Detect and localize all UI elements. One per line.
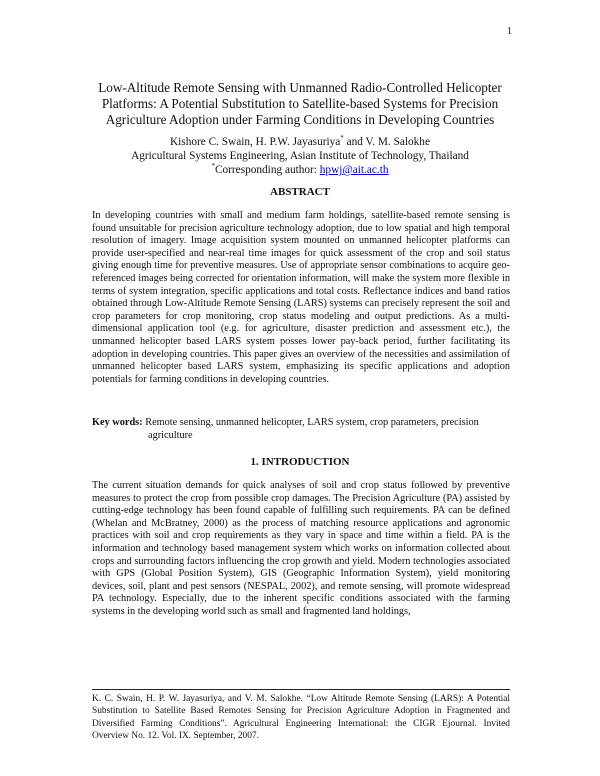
introduction-heading: 1. INTRODUCTION: [250, 456, 350, 468]
email-link[interactable]: hpwj@ait.ac.th: [319, 164, 389, 176]
citation-footnote: K. C. Swain, H. P. W. Jayasuriya, and V. M. Salokhe. “Low Altitude Remote Sensing (LARS): A Potential Substitution to Satellite Based Remotes Sensing for Precision Agriculture Adoption in Fragmented and Diversified Farming Conditions”. Agricultural Engineering International: the CIGR Ejournal. Invited Overview No. 12. Vol. IX. September, 2007.: [92, 694, 510, 741]
corresponding-marker: *: [340, 134, 344, 143]
keywords-line: [92, 417, 510, 430]
abstract-heading: ABSTRACT: [270, 186, 330, 198]
corresponding-label: Corresponding author:: [214, 164, 320, 176]
affiliation: Agricultural Systems Engineering, Asian Institute of Technology, Thailand: [131, 150, 469, 162]
corresponding-author-line: [90, 163, 510, 177]
page-number: 1: [507, 26, 512, 37]
author-names: [90, 135, 510, 149]
corresponding-star: *: [211, 162, 215, 171]
abstract-text: In developing countries with small and medium farm holdings, satellite-based remote sensing is found unsuitable for precision agriculture technology adoption, due to low spatial and high temporal resolution of imagery. Image acquisition system mounted on unmanned helicopter platforms can provide user-specified and near-real time images for quick assessment of the crop and soil status giving enough time for preventive measures. Use of appropriate sensor combinations to acquire geo-referenced images being corrected for orientation information, will make the system more flexible in terms of system integration, specific applications and total costs. Reflectance indices and band ratios obtained through Low-Altitude Remote Sensing (LARS) systems can precisely represent the soil and crop parameters for crop monitoring, crop status modeling and output predictions. As a multi-dimensional application tool (e.g. for agriculture, disaster prediction and assessment etc.), the unmanned helicopter based LARS system posses lower pay-back period, further facilitating its adoption in developing countries. This paper gives an overview of the necessities and assimilation of unmanned helicopter based LARS system, emphasizing its specific applications and adoption potentials for farming conditions in developing countries.: [92, 210, 510, 385]
paper-title: Low-Altitude Remote Sensing with Unmanned Radio-Controlled Helicopter Platforms: A Potential Substitution to Satellite-based Systems for Precision Agriculture Adoption under Farming Conditions in Developing Countries: [98, 80, 502, 127]
keywords-continuation: agriculture: [148, 429, 193, 441]
keywords-label: Key words:: [92, 417, 143, 428]
introduction-text: The current situation demands for quick analyses of soil and crop status followed by preventive measures to protect the crop from possible crop damages. The Precision Agriculture (PA) assisted by cutting-edge technology has been found capable of fulfilling such requirements. PA can be defined (Whelan and McBratney, 2000) as the process of matching resource applications and agronomic practices with soil and crop requirements as they vary in space and time within a field. PA is the information and technology based management system which works on information collected about crops and surrounding factors influencing the crop growth and yield. Modern technologies associated with GPS (Global Position System), GIS (Geographic Information System), yield monitoring devices, soil, plant and pest sensors (NESPAL, 2002), and remote sensing, will promote widespread PA technology. Especially, due to the inherent specific conditions associated with the farming systems in the developing world such as small and fragmented land holdings,: [92, 480, 510, 617]
author-block: [90, 135, 510, 177]
author-names-part1: Kishore C. Swain, H. P.W. Jayasuriya: [170, 136, 341, 148]
keywords-list: Remote sensing, unmanned helicopter, LARS system, crop parameters, precision: [142, 417, 479, 428]
keywords-block: [92, 417, 510, 442]
footnote-divider: [92, 689, 510, 690]
author-names-part2: and V. M. Salokhe: [343, 136, 430, 148]
